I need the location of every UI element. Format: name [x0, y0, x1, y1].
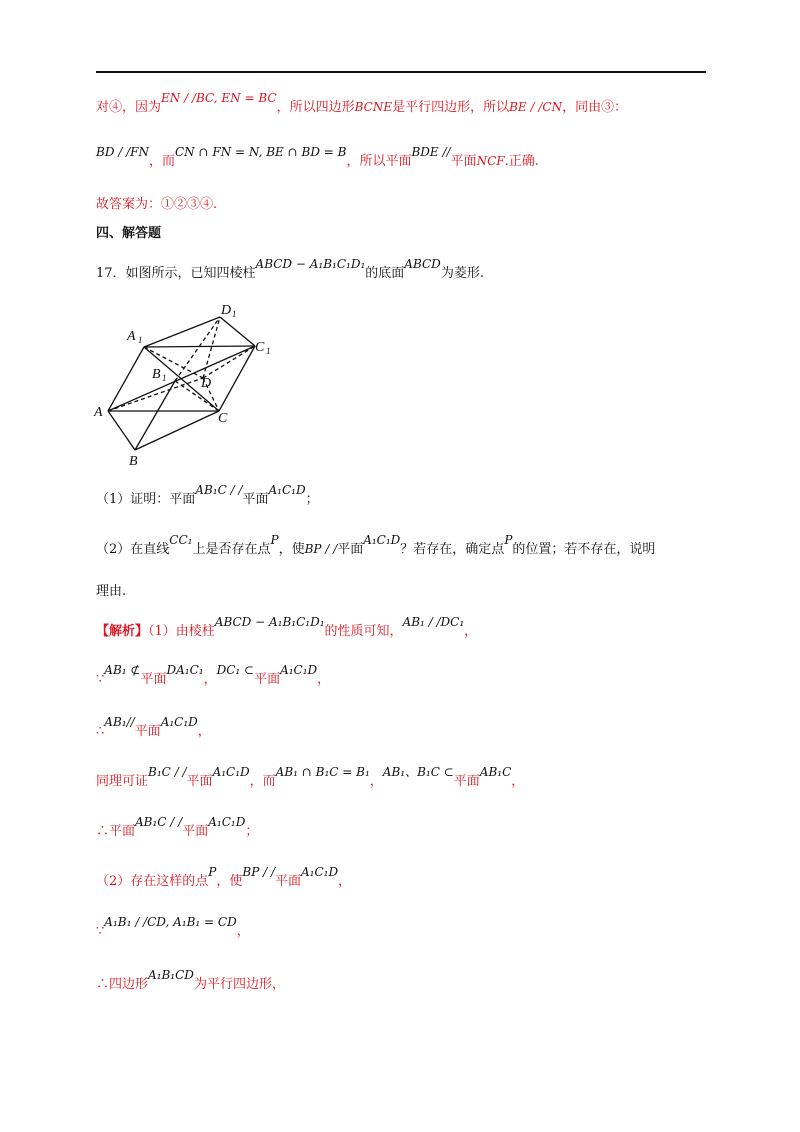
- text: 为平行四边形，: [193, 977, 285, 992]
- math: ABCD − A₁B₁C₁D₁: [255, 257, 366, 271]
- math: AB₁ / /DC₁: [402, 615, 465, 629]
- problem-part-1: [96, 483, 319, 507]
- math: A₁C₁D: [268, 483, 306, 497]
- label-sub: 1: [138, 335, 143, 345]
- math: AB₁ ∩ B₁C = B₁: [275, 765, 370, 779]
- text: 平面: [453, 774, 480, 789]
- math: BD / /FN: [96, 145, 149, 159]
- math: CN ∩ FN = N, BE ∩ BD = B: [175, 145, 347, 159]
- math: A₁C₁D: [212, 765, 250, 779]
- math: BE / /CN: [509, 100, 563, 114]
- prism-diagram: [92, 298, 282, 468]
- text: 上是否存在点: [192, 542, 271, 557]
- solution-line-1: [96, 91, 628, 115]
- problem-part-2: [96, 533, 656, 557]
- label-B: B: [129, 454, 138, 468]
- text: ，: [511, 774, 525, 789]
- math: A₁C₁D: [280, 663, 318, 677]
- math: AB₁C / /: [135, 815, 183, 829]
- math: CC₁: [169, 533, 193, 547]
- analysis-line-1: [96, 615, 478, 639]
- text: 是平行四边形，所以: [392, 100, 510, 115]
- math: ABCD − A₁B₁C₁D₁: [214, 615, 325, 629]
- text: 平面: [186, 774, 213, 789]
- text: ∴四边形: [96, 977, 149, 992]
- text: 的底面: [365, 266, 405, 281]
- math: EN / /BC, EN = BC: [161, 91, 277, 105]
- math: NCF: [476, 154, 505, 168]
- text: ，: [464, 624, 478, 639]
- math: BDE //: [411, 145, 451, 159]
- text: ，使: [216, 874, 243, 889]
- label-A1: A: [127, 329, 136, 344]
- math: A₁C₁D: [301, 865, 339, 879]
- text: ，: [338, 874, 352, 889]
- label-D: D: [201, 376, 212, 391]
- text: ，: [369, 774, 383, 789]
- problem-17: [96, 257, 484, 281]
- label-sub: 1: [266, 346, 271, 356]
- label-sub: 1: [162, 373, 167, 383]
- math: AB₁C / /: [195, 483, 243, 497]
- text: 平面: [140, 672, 167, 687]
- text: ∴: [96, 724, 105, 739]
- math: AB₁C: [479, 765, 512, 779]
- text: ，同由③：: [562, 100, 628, 115]
- math: DC₁ ⊂: [216, 663, 255, 677]
- math: A₁B₁CD: [148, 968, 194, 982]
- text: ？若存在，确定点: [400, 542, 505, 557]
- text: 为菱形.: [440, 266, 484, 281]
- solution-line-2: [96, 145, 539, 169]
- analysis-line-3: [96, 715, 211, 739]
- text: ；: [245, 824, 259, 839]
- analysis-line-5: [96, 815, 259, 839]
- text: 平面: [242, 492, 269, 507]
- problem-part-2-cont: [96, 580, 126, 599]
- section-heading: [96, 222, 161, 241]
- text: ，使: [278, 542, 305, 557]
- math: A₁C₁D: [160, 715, 198, 729]
- analysis-line-8: [96, 968, 285, 992]
- text: 平面: [254, 672, 281, 687]
- text: （2）存在这样的点: [96, 874, 209, 889]
- text: ，所以四边形: [276, 100, 355, 115]
- analysis-line-7: [96, 915, 250, 939]
- math: BP / /: [242, 865, 275, 879]
- analysis-line-2: [96, 663, 331, 687]
- text: （1）证明：平面: [96, 492, 196, 507]
- text: 17．如图所示，已知四棱柱: [96, 266, 256, 281]
- text: ∴平面: [96, 824, 136, 839]
- text: ，: [317, 672, 331, 687]
- math: A₁C₁D: [208, 815, 246, 829]
- text: ∵: [96, 924, 105, 939]
- math: BCNE: [354, 100, 393, 114]
- math: A₁C₁D: [363, 533, 401, 547]
- text: 平面: [450, 154, 477, 169]
- math: B₁C / /: [148, 765, 187, 779]
- text: ，: [197, 724, 211, 739]
- text: 的位置；若不存在，说明: [512, 542, 656, 557]
- text: 理由.: [96, 584, 127, 599]
- text: 平面: [182, 824, 209, 839]
- math: P: [504, 533, 513, 547]
- label-sub: 1: [232, 309, 237, 319]
- prism-figure: [92, 298, 282, 468]
- text: 平面: [134, 724, 161, 739]
- text: ，而: [249, 774, 276, 789]
- math: AB₁//: [104, 715, 135, 729]
- math: P: [270, 533, 279, 547]
- text: （1）由棱柱: [148, 624, 215, 639]
- text: ，所以平面: [346, 154, 412, 169]
- text: .正确.: [504, 154, 539, 169]
- text: 对④，因为: [96, 100, 162, 115]
- analysis-line-6: [96, 865, 352, 889]
- header-rule: [96, 71, 706, 73]
- text: 平面: [274, 874, 301, 889]
- text: ；: [305, 492, 319, 507]
- analysis-line-4: [96, 765, 525, 789]
- text: 故答案为：①②③④.: [96, 197, 218, 212]
- text: （2）在直线: [96, 542, 170, 557]
- math: DA₁C₁: [166, 663, 204, 677]
- text: ∵: [96, 672, 105, 687]
- label-C: C: [218, 411, 228, 426]
- text: ，: [236, 924, 250, 939]
- label-B1: B: [152, 367, 161, 382]
- math: ABCD: [404, 257, 441, 271]
- label-D1: D: [221, 303, 232, 318]
- math: BP / /: [304, 542, 338, 556]
- answer-line: [96, 193, 217, 212]
- text: 平面: [337, 542, 364, 557]
- math: AB₁、B₁C ⊂: [382, 765, 454, 779]
- text: ，: [203, 672, 217, 687]
- label-A: A: [94, 405, 103, 420]
- math: P: [208, 865, 217, 879]
- math: A₁B₁ / /CD, A₁B₁ = CD: [104, 915, 237, 929]
- text: 四、解答题: [96, 226, 162, 241]
- label-C1: C: [255, 340, 265, 355]
- text: 同理可证: [96, 774, 149, 789]
- text: ，而: [148, 154, 175, 169]
- text: 的性质可知，: [324, 624, 403, 639]
- analysis-tag: 【解析】: [96, 624, 149, 639]
- math: AB₁ ⊄: [104, 663, 141, 677]
